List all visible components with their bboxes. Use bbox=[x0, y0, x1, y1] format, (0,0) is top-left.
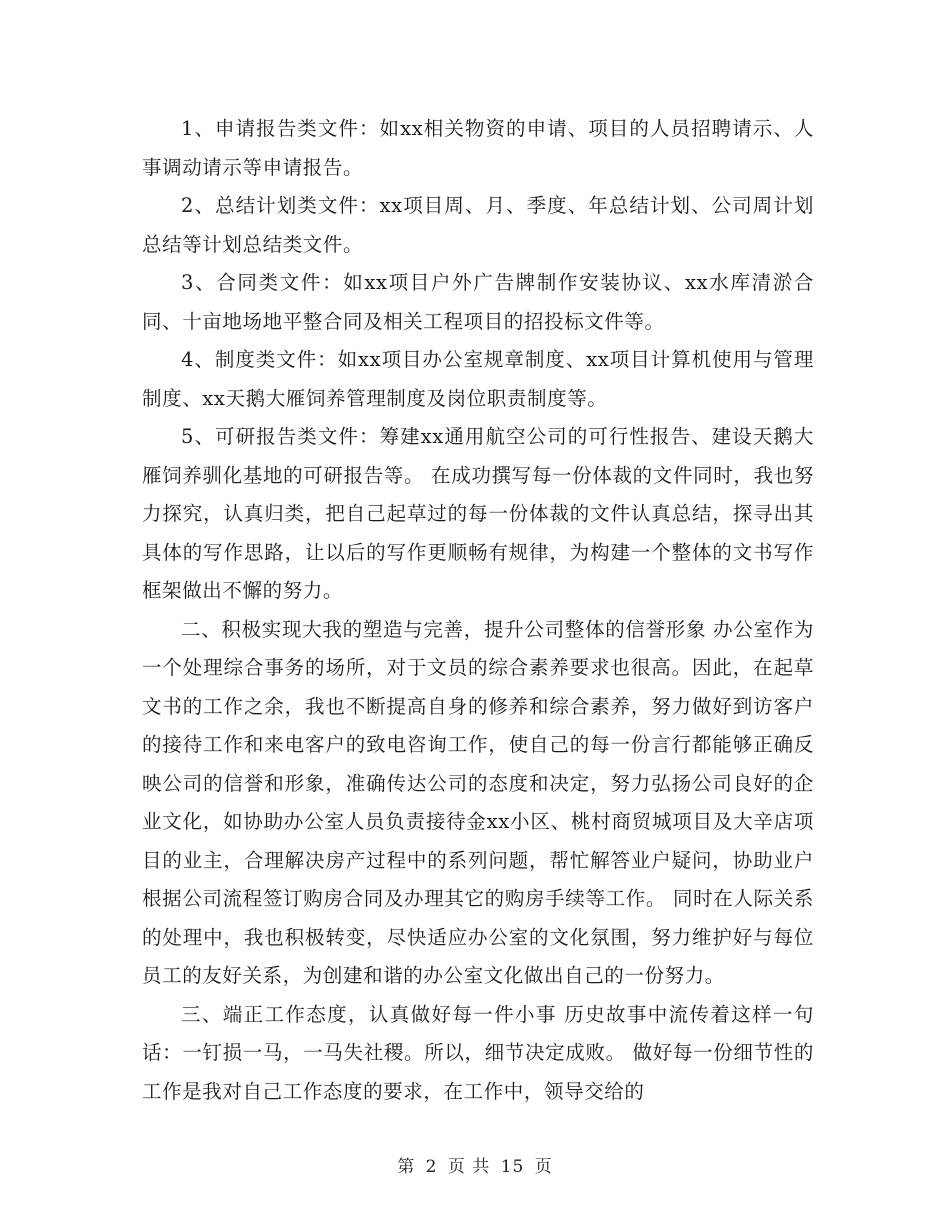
paragraph-section-2: 二、积极实现大我的塑造与完善，提升公司整体的信誉形象 办公室作为一个处理综合事务的场所，对于文员的综合素养要求也很高。因此，在起草文书的工作之余，我也不断提高自身的修养和综合素养，努力做好到访客户的接待工作和来电客户的致电咨询工作，使自己的每一份言行都能够正确反映公司的信誉和形象，准确传达公司的态度和决定，努力弘扬公司良好的企业文化，如协助办公室人员负责接待金xx小区、桃村商贸城项目及大辛店项目的业主，合理解决房产过程中的系列问题，帮忙解答业户疑问，协助业户根据公司流程签订购房合同及办理其它的购房手续等工作。 同时在人际关系的处理中，我也积极转变，尽快适应办公室的文化氛围，努力维护好与每位员工的友好关系，为创建和谐的办公室文化做出自己的一份努力。 bbox=[142, 617, 814, 987]
footer-middle: 页 共 bbox=[447, 1157, 491, 1177]
paragraph-section-3: 三、端正工作态度，认真做好每一件小事 历史故事中流传着这样一句话：一钉损一马，一马失社稷。所以，细节决定成败。 做好每一份细节性的工作是我对自己工作态度的要求，在工作中，领导交给的 bbox=[142, 1002, 814, 1103]
paragraph-item-3: 3、合同类文件：如xx项目户外广告牌制作安装协议、xx水库清淤合同、十亩地场地平整合同及相关工程项目的招投标文件等。 bbox=[142, 271, 814, 333]
footer-total-pages: 15 bbox=[500, 1157, 525, 1177]
footer-current-page: 2 bbox=[425, 1157, 438, 1177]
paragraph-item-2: 2、总结计划类文件：xx项目周、月、季度、年总结计划、公司周计划总结等计划总结类文件。 bbox=[142, 194, 814, 256]
paragraph-item-5: 5、可研报告类文件：筹建xx通用航空公司的可行性报告、建设天鹅大雁饲养驯化基地的可研报告等。 在成功撰写每一份体裁的文件同时，我也努力探究，认真归类，把自己起草过的每一份体裁的文件认真总结，探寻出其具体的写作思路，让以后的写作更顺畅有规律，为构建一个整体的文书写作框架做出不懈的努力。 bbox=[142, 425, 814, 602]
footer-suffix: 页 bbox=[534, 1157, 553, 1177]
page-footer bbox=[0, 1152, 950, 1177]
paragraph-item-4: 4、制度类文件：如xx项目办公室规章制度、xx项目计算机使用与管理制度、xx天鹅大雁饲养管理制度及岗位职责制度等。 bbox=[142, 348, 814, 410]
footer-prefix: 第 bbox=[397, 1157, 416, 1177]
document-body bbox=[142, 110, 814, 1111]
paragraph-item-1: 1、申请报告类文件：如xx相关物资的申请、项目的人员招聘请示、人事调动请示等申请报告。 bbox=[142, 117, 814, 179]
